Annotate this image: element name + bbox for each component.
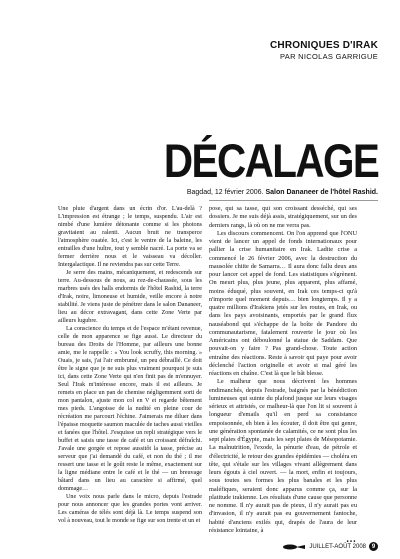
paragraph: Une pluie d'argent dans un écrin d'or. L'au-delà ? L'impression est étrange ; le temps, suspendu. L'air est nimbé d'une lumière détonante comme si les photons gravitaient au ralenti. Aucun bruit ne transperce l'atmosphère ouatée. Ici, c'est le ventre de la baleine, les entrailles d'une huître, tout y semble nacré. La porte va se fermer derrière nous et le vaisseau va décoller. Intergalactique. Il ne reviendra pas sur cette Terre. [58,206,202,268]
page-footer [282,542,378,551]
article-title: DÉCALAGE [163,134,378,187]
article-subtitle [187,188,378,197]
page-number: 9 [369,542,378,551]
author-byline: PAR NICOLAS GARRIGUE [280,52,378,61]
article-column-right [209,205,357,535]
paragraph: Je serre des mains, mécaniquement, et redescends sur terre. Au-dessous de nous, au rez-de-chaussée, sous les marbres usés des halls endormis de l'hôtel Rashid, la terre d'Irak, noire, limoneuse et humide, veille encore à notre stabilité. Je viens juste de pénétrer dans le salon Dananeer, lieu au décor extravagant, dans cette Zone Verte par ailleurs lugubre. [58,270,202,324]
magazine-logo-icon [282,543,306,550]
title-divider [209,200,378,201]
paragraph: pose, qui sa tasse, qui son croissant desséché, qui ses dossiers. Je me suis déjà assis, stratégiquement, sur un des derniers rangs, là où on ne me verra pas. [209,205,357,229]
section-header [270,40,378,62]
subtitle-location: Salon Dananeer de l'hôtel Rashid. [265,189,378,196]
article-column-left [58,205,202,525]
paragraph: La conscience du temps et de l'espace m'étant revenue, celle de mon apparence se fige aussi. Le directeur du bureau des Droits de l'Homme, par ailleurs une bonne amie, me le rappelle : « You look scruffy, this morning. » Ouais, je sais, j'ai l'air embrumé, un peu débraillé. Ce doit être le signe que je ne suis plus vraiment pourquoi je suis ici, dans cette Zone Verte qui n'en finit pas de m'ennuyer. Seul l'Irak m'intéresse encore, mais il est ailleurs. Je remets en place un pan de chemise négligemment sorti de mon pantalon, ajuste mon col en V et regarde bêtement mes pieds. L'angoisse de la nudité en pleine cour de récréation me parcourt l'échine. J'aimerais me diluer dans l'épaisse moquette saumon maculée de taches aussi vieilles et fanées que l'hôtel. J'esquisse un repli stratégique vers le buffet et saisis une tasse de café et un croissant défraîchi. J'avale une gorgée et repose aussitôt la tasse, précise au serveur que j'ai demandé du café, et non du thé ; il me ressert une tasse et le goût reste le même, exactement sur la ligne médiane entre le café et le thé — un breuvage bâtard dans un lieu au caractère si affirmé, quel dommage… [58,326,202,492]
paragraph: Les discours commencent. On l'on apprend que l'ONU vient de lancer un appel de fonds internationaux pour pallier la crise humanitaire en Irak. Ladite crise a commencé le 26 février 2006, avec la destruction du mausolée chiite de Samarra… Il aura donc fallu deux ans pour lancer cet appel de fond. Les statistiques s'égrènent. On meurt plus, plus jeune, plus apparent, plus affamé, moins éduqué, plus souvent, en Irak ces temps-ci qu'à n'importe quel moment depuis… bien longtemps. Il y a quatre millions d'Irakiens jetés sur les routes, en Irak, ou dans les pays avoisinants, emportés par le grand flux nauséabond qui s'échappe de la boîte de Pandore du communautarisme, fatalement rouverte le jour où les Américains ont déboulonné la statue de Saddam. Que pouvait-on y faire ? Pas grand-chose. Toute action entraîne des réactions. Reste à savoir qui paye pour avoir déclenché l'action originelle et avoir si mal géré les réactions en chaîne. C'est là que le bât blesse. [209,229,357,377]
section-title: CHRONIQUES D'IRAK [269,40,378,51]
issue-date: JUILLET-AOÛT 2008 [309,543,366,550]
paragraph: Le malheur que nous décrivent les hommes endimanchés, depuis l'estrade, baignés par la bénédiction lumineuses qui suinte du plafond jusque sur leurs visages sérieux et attristés, ce malheur-là que l'on lit si souvent à longueur d'emails qu'il en perd sa consistance empoisonnée, eh bien à les écouter, il doit être qui genre, une génération spontanée de calamités, ce ne sont plus les sept plaies d'Égypte, mais les sept plaies de Mésopotamie. La malnutrition, l'exode, la pénurie d'eau, de pétrole et d'électricité, le retour des grandes épidémies — choléra en tête, qui s'étale sur les villages vivant allègrement dans leurs égouts à ciel ouvert. — la mort, enfin et toujours, sous toutes ses formes les plus banales et les plus maléfiques, seraient donc apparus comme ça, sur la platitude irakienne. Les résultats d'une cause que personne ne nomme. Il n'y aurait pas de pieux, il n'y aurait pas eu d'invasion, il n'y aurait pas eu gouvernement fantoche, habité d'anciens exilés qui, drapés de l'aura de leur résistance lointaine, à [209,378,357,534]
paragraph: Une voix nous parle dans le micro, depuis l'estrade pour nous annoncer que les grandes portes vont arriver. Les caméras de télés sont déjà là. Le temps suspend son vol à nouveau, tout le monde se fige sur son trente et un et [58,494,202,524]
continuation-ellipsis: … [346,534,356,545]
subtitle-place: Bagdad, 12 février 2006. [186,189,264,196]
